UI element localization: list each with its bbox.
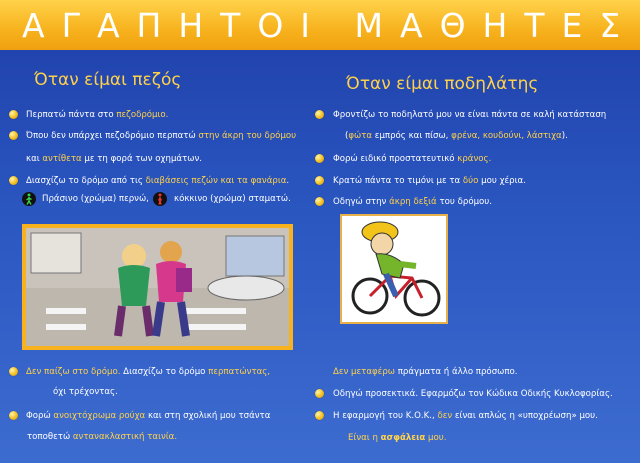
- bullet-icon: [9, 131, 18, 140]
- bullet-icon: [315, 197, 324, 206]
- pedestrian-rule-5-cont: τοποθετώ αντανακλαστική ταινία.: [27, 432, 178, 442]
- bullet-icon: [9, 367, 18, 376]
- pedestrian-rule-4: Δεν παίζω στο δρόμο. Διασχίζω το δρόμο περπατώντας,: [26, 367, 271, 377]
- bullet-icon: [315, 411, 324, 420]
- pedestrian-rule-5: Φορώ ανοιχτόχρωμα ρούχα και στη σχολική μου τσάντα: [26, 411, 271, 421]
- cyclist-rule-3: Κρατώ πάντα το τιμόνι με τα δύο μου χέρια.: [333, 176, 526, 186]
- bullet-icon: [9, 110, 18, 119]
- red-light-rule: κόκκινο (χρώμα) σταματώ.: [174, 194, 291, 204]
- title-banner: [0, 0, 640, 50]
- bullet-icon: [315, 154, 324, 163]
- bullet-icon: [315, 110, 324, 119]
- cyclist-rule-2: Φορώ ειδικό προστατευτικό κράνος.: [333, 154, 492, 164]
- green-light-rule: Πράσινο (χρώμα) περνώ,: [42, 194, 149, 204]
- cyclist-rule-4: Οδηγώ στην άκρη δεξιά του δρόμου.: [333, 197, 493, 207]
- pedestrian-rule-3: Διασχίζω το δρόμο από τις διαβάσεις πεζών και τα φανάρια.: [26, 176, 290, 186]
- bullet-icon: [315, 389, 324, 398]
- pedestrian-rule-2: Όπου δεν υπάρχει πεζοδρόμιο περπατώ στην άκρη του δρόμου: [26, 131, 297, 141]
- pedestrian-heading: Όταν είμαι πεζός: [34, 70, 182, 90]
- cyclist-illustration: [340, 214, 448, 324]
- pedestrian-rule-2-cont: και αντίθετα με τη φορά των οχημάτων.: [26, 154, 202, 164]
- pedestrian-rule-1: Περπατώ πάντα στο πεζοδρόμιο.: [26, 110, 169, 120]
- cyclist-rule-5: Δεν μεταφέρω πράγματα ή άλλο πρόσωπο.: [333, 367, 518, 377]
- cyclist-rule-7-cont: Είναι η ασφάλεια μου.: [348, 433, 447, 443]
- pedestrian-rule-4-cont: όχι τρέχοντας.: [53, 387, 118, 397]
- cyclist-rule-1-cont: (φώτα εμπρός και πίσω, φρένα, κουδούνι, λάστιχα).: [345, 131, 568, 141]
- cyclist-heading: Όταν είμαι ποδηλάτης: [346, 74, 539, 94]
- cyclist-rule-6: Οδηγώ προσεκτικά. Εφαρμόζω τον Κώδικα Οδικής Κυκλοφορίας.: [333, 389, 613, 399]
- cyclist-rule-7: Η εφαρμογή του Κ.Ο.Κ., δεν είναι απλώς η «υποχρέωση» μου.: [333, 411, 598, 421]
- green-pedestrian-icon: [22, 192, 36, 206]
- pedestrian-illustration: [22, 224, 293, 350]
- red-pedestrian-icon: [153, 192, 167, 206]
- cyclist-rule-1: Φροντίζω το ποδηλατό μου να είναι πάντα σε καλή κατάσταση: [333, 110, 607, 120]
- bullet-icon: [315, 176, 324, 185]
- page-title: ΑΓΑΠΗΤΟΙ ΜΑΘΗΤΕΣ: [22, 6, 638, 45]
- bullet-icon: [9, 176, 18, 185]
- bullet-icon: [9, 411, 18, 420]
